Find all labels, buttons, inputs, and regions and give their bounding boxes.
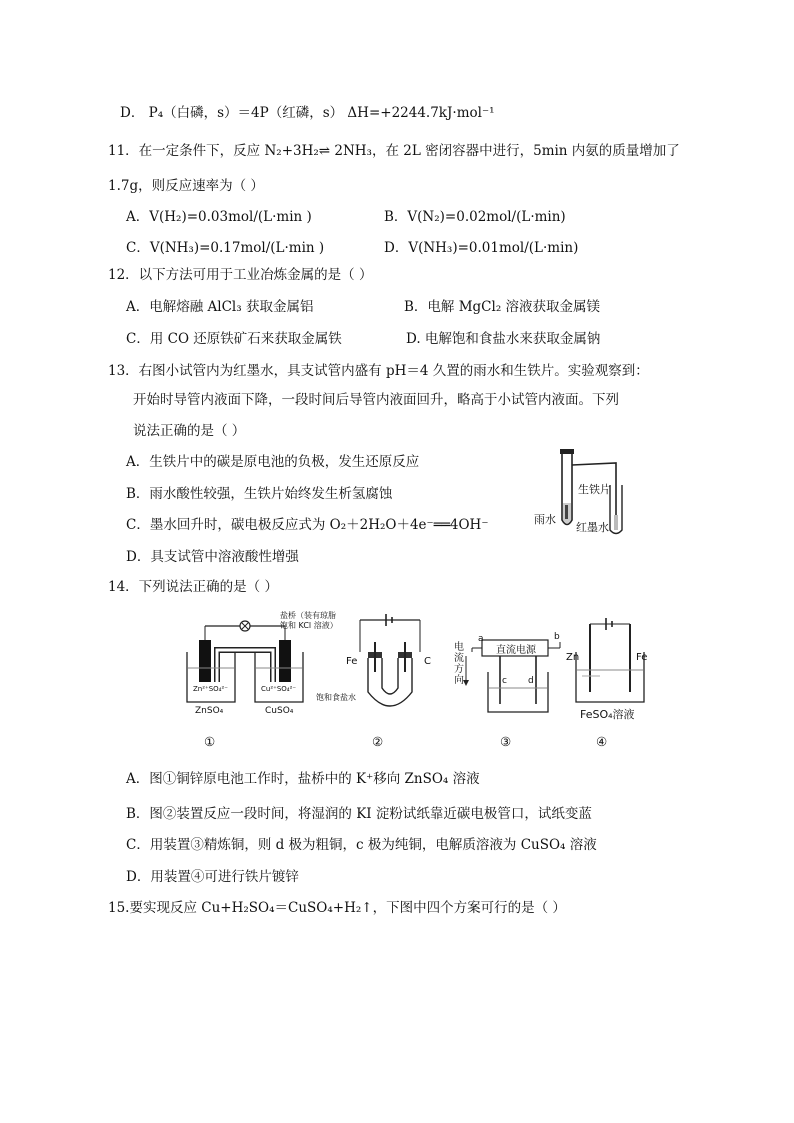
label-znso4: ZnSO₄ (195, 706, 224, 716)
label-bridge2: 饱和 KCl 溶液） (280, 621, 338, 630)
label-fe-4: Fe (636, 652, 648, 663)
label-direction: 电流方向 (454, 642, 464, 686)
figure-number-4: ④ (596, 734, 608, 749)
label-c-electrode: c (502, 676, 507, 686)
figure-number-1: ① (204, 734, 216, 749)
q13-figure (530, 445, 640, 545)
label-cuso4: CuSO₄ (265, 706, 294, 716)
q12-option-d: D. 电解饱和食盐水来获取金属钠 (406, 331, 601, 347)
label-power: 直流电源 (496, 645, 536, 656)
label-ink: 红墨水 (576, 521, 609, 534)
q13-stem: 13．右图小试管内为红墨水，具支试管内盛有 pH＝4 久置的雨水和生铁片。实验观察到： (108, 363, 649, 379)
q13-stem-cont1: 开始时导管内液面下降，一段时间后导管内液面回升，略高于小试管内液面。下列 (133, 392, 619, 408)
q14-option-a: A．图①铜锌原电池工作时，盐桥中的 K⁺移向 ZnSO₄ 溶液 (126, 771, 480, 787)
figure-number-2: ② (372, 734, 384, 749)
label-cu-ions: Cu²⁺SO₄²⁻ (261, 685, 297, 693)
label-bridge: 盐桥（装有琼脂 (280, 611, 336, 620)
q11-option-c: C．V(NH₃)=0.17mol/(L·min ) (126, 240, 325, 256)
q10-option-d: D． P₄（白磷，s）＝4P（红磷，s） ΔH=+2244.7kJ·mol⁻¹ (120, 105, 495, 121)
q13-option-a: A．生铁片中的碳是原电池的负极，发生还原反应 (126, 454, 420, 470)
figure-number-3: ③ (500, 734, 512, 749)
label-a: a (478, 634, 484, 644)
label-zn: Zn (566, 652, 580, 663)
q11-option-b: B．V(N₂)=0.02mol/(L·min) (384, 209, 566, 225)
label-zn-ions: Zn²⁺SO₄²⁻ (193, 685, 228, 693)
label-c: C (424, 656, 431, 667)
q13-option-c: C．墨水回升时，碳电极反应式为 O₂＋2H₂O＋4e⁻══4OH⁻ (126, 517, 489, 533)
q11-stem: 11．在一定条件下，反应 N₂+3H₂⇌ 2NH₃，在 2L 密闭容器中进行，5min 内氨的质量增加了 (108, 143, 680, 159)
label-rain: 雨水 (534, 513, 556, 526)
q14-option-b: B．图②装置反应一段时间，将湿润的 KI 淀粉试纸靠近碳电极管口，试纸变蓝 (126, 806, 592, 822)
q12-option-c: C．用 CO 还原铁矿石来获取金属铁 (126, 331, 342, 347)
q13-option-b: B．雨水酸性较强，生铁片始终发生析氢腐蚀 (126, 486, 393, 502)
q14-figure-4 (560, 612, 660, 722)
label-fe: Fe (346, 656, 358, 667)
q14-figure-2 (316, 612, 440, 722)
q14-stem: 14．下列说法正确的是（ ） (108, 579, 278, 595)
q11-stem-cont: 1.7g，则反应速率为（ ） (108, 178, 264, 194)
label-iron: 生铁片 (578, 483, 611, 496)
q12-option-b: B．电解 MgCl₂ 溶液获取金属镁 (404, 299, 601, 315)
q14-option-d: D．用装置④可进行铁片镀锌 (126, 869, 299, 885)
q11-option-d: D．V(NH₃)=0.01mol/(L·min) (384, 240, 579, 256)
label-b: b (554, 632, 560, 642)
q12-stem: 12．以下方法可用于工业冶炼金属的是（ ） (108, 267, 373, 283)
q12-option-a: A．电解熔融 AlCl₃ 获取金属铝 (126, 299, 314, 315)
q11-option-a: A．V(H₂)=0.03mol/(L·min ) (126, 209, 312, 225)
label-salt: 饱和食盐水 (316, 693, 356, 702)
q14-option-c: C．用装置③精炼铜，则 d 极为粗铜，c 极为纯铜，电解质溶液为 CuSO₄ 溶液 (126, 837, 597, 853)
q13-option-d: D．具支试管中溶液酸性增强 (126, 549, 299, 565)
q14-figure-3 (456, 612, 566, 722)
label-d-electrode: d (528, 676, 534, 686)
q15-stem: 15.要实现反应 Cu+H₂SO₄＝CuSO₄+H₂↑，下图中四个方案可行的是（ ） (108, 900, 566, 916)
label-feso4: FeSO₄溶液 (580, 708, 635, 721)
q13-stem-cont2: 说法正确的是（ ） (133, 423, 246, 439)
